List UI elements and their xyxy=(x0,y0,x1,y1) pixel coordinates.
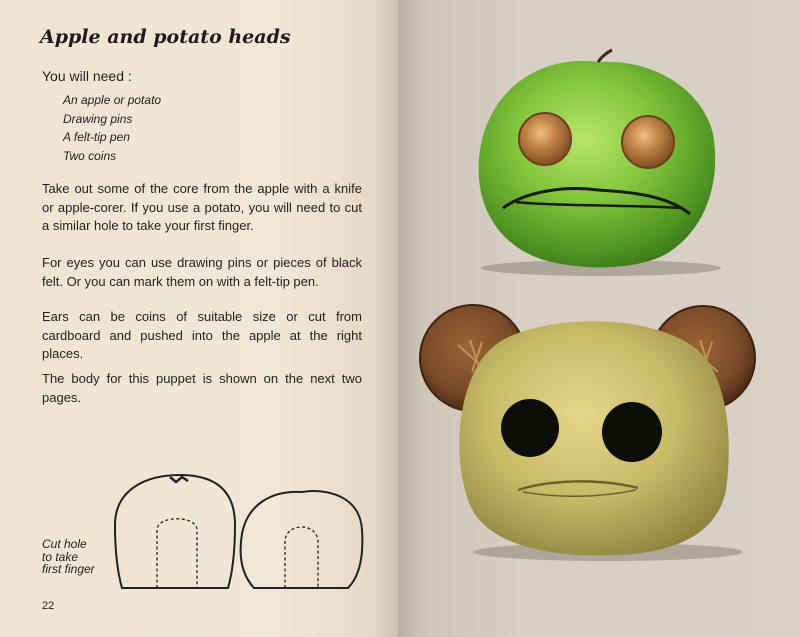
material-item: Two coins xyxy=(63,148,117,163)
coin-eye-right xyxy=(622,116,674,168)
instruction-paragraph-2: For eyes you can use drawing pins or pieces of black felt. Or you can mark them on with a felt-tip pen. xyxy=(42,255,362,289)
material-item: An apple or potato xyxy=(63,93,162,107)
materials-heading: You will need : xyxy=(42,68,132,84)
puppet-heads-illustration xyxy=(398,0,800,637)
instruction-paragraph-1: Take out some of the core from the apple with a knife or apple-corer. If you use a potato, you will need to cut a similar hole to take your first finger. xyxy=(42,181,362,233)
instruction-paragraph-3: Ears can be coins of suitable size or cut from cardboard and pushed into the apple at the right places. xyxy=(42,309,362,361)
left-page xyxy=(0,0,398,637)
material-item: Drawing pins xyxy=(63,111,133,126)
cut-hole-diagram xyxy=(110,470,370,595)
potato-head xyxy=(420,305,755,561)
instruction-paragraph-4: The body for this puppet is shown on the next two pages. xyxy=(42,371,362,405)
potato-outline-diagram xyxy=(241,491,363,588)
felt-eye-left xyxy=(501,399,559,457)
page-title: Apple and potato heads xyxy=(40,26,291,48)
materials-list xyxy=(63,91,161,165)
apple-outline-diagram xyxy=(115,475,235,588)
page-number: 22 xyxy=(42,600,55,612)
coin-eye-left xyxy=(519,113,571,165)
apple-head xyxy=(479,50,721,276)
diagram-caption: Cut hole to take first finger xyxy=(42,537,95,576)
felt-eye-right xyxy=(602,402,662,462)
material-item: A felt-tip pen xyxy=(63,130,130,144)
